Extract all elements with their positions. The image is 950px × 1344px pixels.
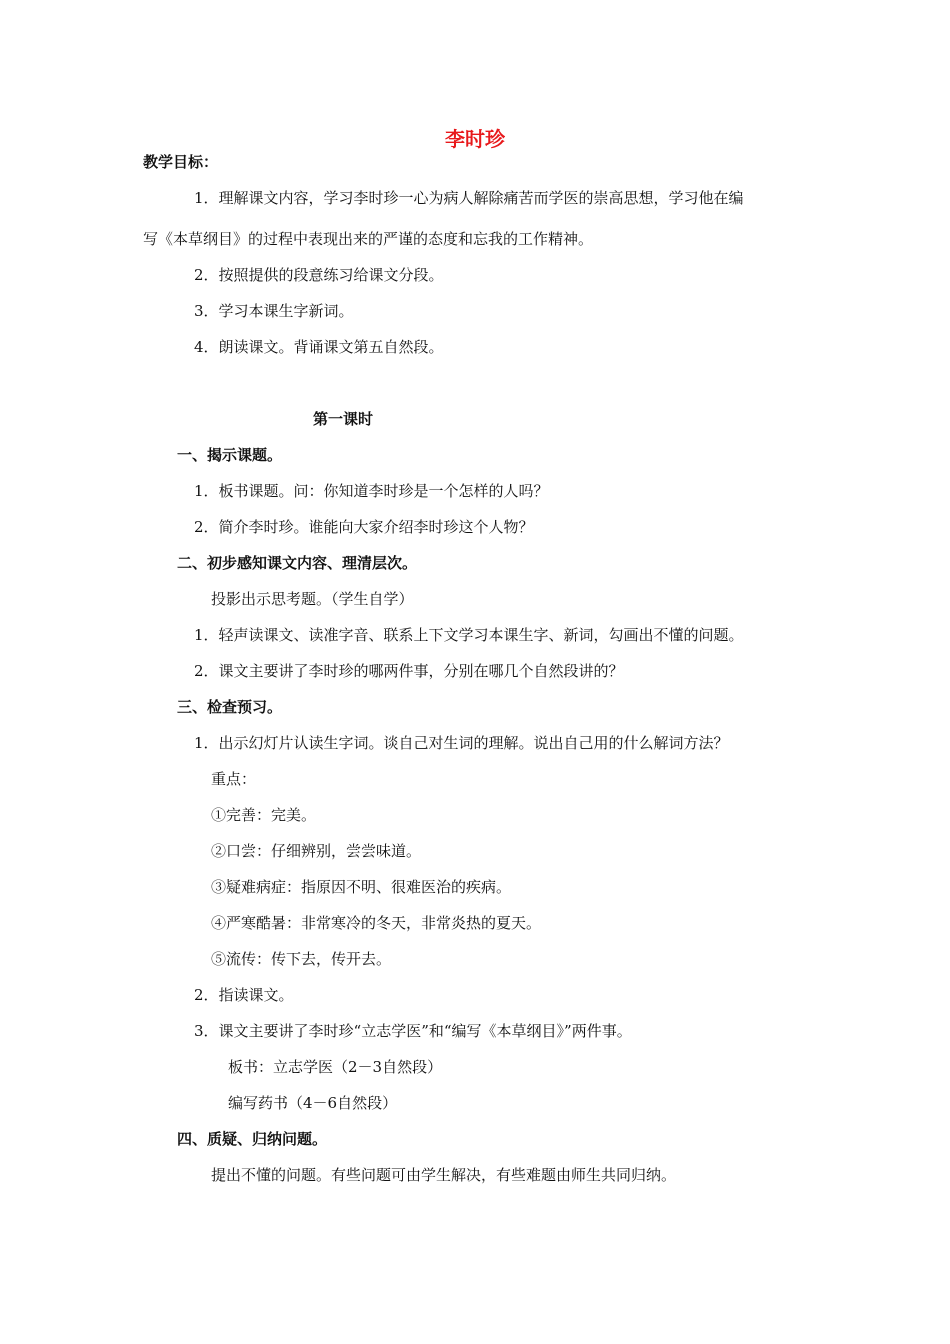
section-3-item-3: 3．课文主要讲了李时珍“立志学医”和“编写《本草纲目》”两件事。: [194, 1022, 632, 1040]
section-2-heading: 二、初步感知课文内容、理清层次。: [177, 554, 418, 572]
section-3-item-1: 1．出示幻灯片认读生字词。谈自己对生词的理解。说出自己用的什么解词方法？: [194, 734, 729, 752]
objective-item-2: 2．按照提供的段意练习给课文分段。: [194, 266, 444, 284]
objective-item-4: 4．朗读课文。背诵课文第五自然段。: [194, 338, 444, 356]
board-note-2: 编写药书（4－6自然段）: [228, 1094, 398, 1112]
key-point-3: ③疑难病症：指原因不明、很难医治的疾病。: [211, 878, 512, 896]
key-point-2: ②口尝：仔细辨别，尝尝味道。: [211, 842, 422, 860]
section-1-heading: 一、揭示课题。: [177, 446, 283, 464]
section-1-item-1: 1．板书课题。问：你知道李时珍是一个怎样的人吗？: [194, 482, 549, 500]
lesson-heading: 第一课时: [313, 410, 374, 428]
section-3-item-2: 2．指读课文。: [194, 986, 294, 1004]
section-1-item-2: 2．简介李时珍。谁能向大家介绍李时珍这个人物？: [194, 518, 534, 536]
board-note-1: 板书：立志学医（2－3自然段）: [228, 1058, 443, 1076]
section-4-heading: 四、质疑、归纳问题。: [177, 1130, 328, 1148]
objective-item-1-line-1: 1．理解课文内容，学习李时珍一心为病人解除痛苦而学医的崇高思想，学习他在编: [194, 189, 744, 207]
section-2-intro: 投影出示思考题。（学生自学）: [211, 590, 414, 608]
key-point-4: ④严寒酷暑：非常寒冷的冬天，非常炎热的夏天。: [211, 914, 542, 932]
document-title: 李时珍: [445, 127, 505, 151]
objectives-heading: 教学目标：: [143, 153, 219, 171]
section-2-item-2: 2．课文主要讲了李时珍的哪两件事，分别在哪几个自然段讲的？: [194, 662, 624, 680]
section-2-item-1: 1．轻声读课文、读准字音、联系上下文学习本课生字、新词，勾画出不懂的问题。: [194, 626, 744, 644]
objective-item-1-line-2: 写《本草纲目》的过程中表现出来的严谨的态度和忘我的工作精神。: [143, 230, 594, 248]
objective-item-3: 3．学习本课生字新词。: [194, 302, 354, 320]
key-point-5: ⑤流传：传下去，传开去。: [211, 950, 392, 968]
section-4-text: 提出不懂的问题。有些问题可由学生解决，有些难题由师生共同归纳。: [211, 1166, 677, 1184]
key-point-1: ①完善：完美。: [211, 806, 317, 824]
key-points-label: 重点：: [211, 770, 257, 788]
section-3-heading: 三、检查预习。: [177, 698, 283, 716]
